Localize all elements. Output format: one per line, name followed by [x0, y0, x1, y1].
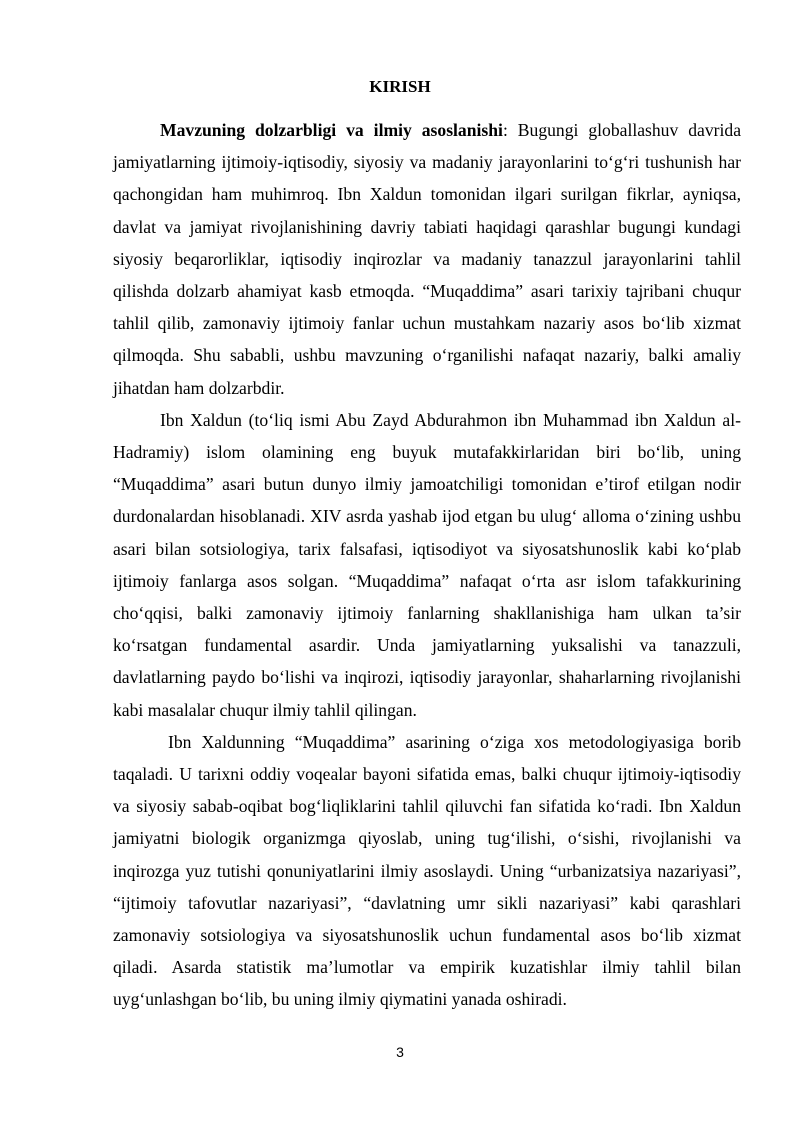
paragraph-lead-heading: Mavzuning dolzarbligi va ilmiy asoslanishi	[160, 120, 503, 140]
paragraph-text: Bugungi globallashuv davrida jamiyatlarning ijtimoiy-iqtisodiy, siyosiy va madaniy jarayonlarini to‘g‘ri tushunish har qachongidan ham muhimroq. Ibn Xaldun tomonidan ilgari surilgan fikrlar, ayniqsa, davlat va jamiyat rivojlanishining davriy tabiati haqidagi qarashlar bugungi kundagi siyosiy beqarorliklar, iqtisodiy inqirozlar va madaniy tanazzul jarayonlarini tahlil qilishda dolzarb ahamiyat kasb etmoqda. “Muqaddima” asari tarixiy tajribani chuqur tahlil qilib, zamonaviy ijtimoiy fanlar uchun mustahkam nazariy asos bo‘lib xizmat qilmoqda. Shu sababli, ushbu mavzuning o‘rganilishi nafaqat nazariy, balki amaliy jihatdan ham dolzarbdir.	[113, 120, 742, 398]
lead-separator: :	[502, 120, 508, 140]
paragraph-relevance	[113, 114, 741, 404]
page-number: 3	[396, 1044, 404, 1060]
body-text	[113, 114, 741, 1016]
paragraph-ibn-xaldun: Ibn Xaldun (to‘liq ismi Abu Zayd Abdurahmon ibn Muhammad ibn Xaldun al-Hadramiy) islom olamining eng buyuk mutafakkirlaridan biri bo‘lib, uning “Muqaddima” asari butun dunyo ilmiy jamoatchiligi tomonidan e’tirof etilgan nodir durdonalardan hisoblanadi. XIV asrda yashab ijod etgan bu ulug‘ alloma o‘zining ushbu asari bilan sotsiologiya, tarix falsafasi, iqtisodiyot va siyosatshunoslik kabi ko‘plab ijtimoiy fanlarga asos solgan. “Muqaddima” nafaqat o‘rta asr islom tafakkurining cho‘qqisi, balki zamonaviy ijtimoiy fanlarning shakllanishiga ham ulkan ta’sir ko‘rsatgan fundamental asardir. Unda jamiyatlarning yuksalishi va tanazzuli, davlatlarning paydo bo‘lishi va inqirozi, iqtisodiy jarayonlar, shaharlarning rivojlanishi kabi masalalar chuqur ilmiy tahlil qilingan.	[113, 409, 741, 720]
paragraph-methodology: Ibn Xaldunning “Muqaddima” asarining o‘ziga xos metodologiyasiga borib taqaladi. U tarixni oddiy voqealar bayoni sifatida emas, balki chuqur ijtimoiy-iqtisodiy va siyosiy sabab-oqibat bog‘liqliklarini tahlil qiluvchi fan sifatida ko‘radi. Ibn Xaldun jamiyatni biologik organizmga qiyoslab, uning tug‘ilishi, o‘sishi, rivojlanishi va inqirozga yuz tutishi qonuniyatlarini ilmiy asoslaydi. Uning “urbanizatsiya nazariyasi”, “ijtimoiy tafovutlar nazariyasi”, “davlatning umr sikli nazariyasi” kabi qarashlari zamonaviy sotsiologiya va siyosatshunoslik uchun fundamental asos bo‘lib xizmat qiladi. Asarda statistik ma’lumotlar va empirik kuzatishlar ilmiy tahlil bilan uyg‘unlashgan bo‘lib, bu uning ilmiy qiymatini yanada oshiradi.	[113, 731, 741, 1010]
page-title: KIRISH	[369, 77, 431, 96]
